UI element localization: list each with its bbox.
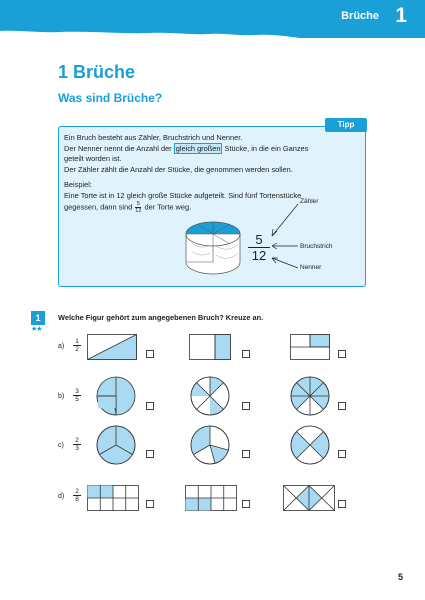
fraction-numerator: 2 — [75, 488, 79, 495]
exercise-number: 1 — [31, 311, 45, 325]
fraction-numerator: 2 — [75, 437, 79, 444]
checkbox-b1[interactable] — [146, 402, 154, 410]
figure-a2-split-square — [189, 334, 231, 360]
tip-line: Der Zähler zählt die Anzahl der Stücke, die genommen werden sollen. — [64, 164, 293, 174]
tip-text-segment: der Torte weg. — [144, 202, 192, 212]
fraction-denominator: 3 — [73, 444, 81, 452]
chapter-title: Brüche — [341, 10, 379, 22]
figure-c1-circle-thirds — [96, 425, 136, 465]
figure-c2-circle-unequal — [190, 425, 230, 465]
checkbox-a2[interactable] — [242, 350, 250, 358]
exercise-instruction: Welche Figur gehört zum angegebenen Bruch? Kreuze an. — [58, 313, 264, 322]
figure-d3-crossed-rectangles — [283, 485, 335, 511]
row-label: a) — [58, 343, 65, 350]
fraction-denominator: 5 — [73, 395, 81, 403]
checkbox-c2[interactable] — [242, 450, 250, 458]
page-subtitle: Was sind Brüche? — [58, 91, 163, 105]
difficulty-stars: ★★ — [31, 326, 42, 333]
checkbox-d1[interactable] — [146, 500, 154, 508]
row-fraction — [73, 488, 81, 503]
figure-d1-grid-eighths — [87, 485, 139, 511]
row-fraction — [73, 437, 81, 452]
example-heading: Beispiel: — [64, 180, 92, 189]
figure-c3-circle-quarters — [290, 425, 330, 465]
checkbox-b2[interactable] — [242, 402, 250, 410]
inline-fraction — [135, 201, 141, 214]
tip-text-segment: gegessen, dann sind — [64, 202, 133, 212]
checkbox-a3[interactable] — [338, 350, 346, 358]
fraction-numerator: 5 — [136, 201, 140, 207]
tip-label: Tipp — [325, 118, 367, 132]
figure-d2-grid-eighths — [185, 485, 237, 511]
example-line: Eine Torte ist in 12 gleich große Stücke aufgeteilt. Sind fünf Tortenstücke — [64, 190, 302, 200]
fraction-denominator: 8 — [73, 495, 81, 503]
row-label: d) — [58, 493, 65, 500]
row-label: b) — [58, 393, 65, 400]
tip-text — [64, 133, 364, 214]
label-zaehler: Zähler — [300, 198, 319, 205]
fraction-numerator: 3 — [75, 388, 79, 395]
tip-text-segment: Stücke, in die ein Ganzes — [222, 143, 309, 153]
label-bruchstrich: Bruchstrich — [300, 243, 333, 250]
fraction-denominator: 12 — [248, 247, 270, 264]
highlight-gleich-gross: gleich großen — [175, 143, 221, 153]
checkbox-b3[interactable] — [338, 402, 346, 410]
page-title: 1 Brüche — [58, 62, 136, 82]
row-label: c) — [58, 442, 64, 449]
page-number: 5 — [397, 572, 403, 582]
figure-b2-circle-x — [190, 376, 230, 416]
fraction-numerator: 5 — [255, 232, 263, 247]
example-line — [64, 201, 364, 214]
label-nenner: Nenner — [300, 264, 322, 271]
fraction-numerator: 1 — [75, 338, 79, 345]
tip-line: Ein Bruch besteht aus Zähler, Bruchstrich und Nenner. — [64, 133, 243, 142]
chapter-number: 1 — [395, 4, 407, 27]
big-fraction — [248, 232, 270, 264]
checkbox-a1[interactable] — [146, 350, 154, 358]
fraction-denominator: 2 — [73, 345, 81, 353]
fraction-arrows — [268, 202, 308, 270]
fraction-denominator: 12 — [135, 208, 142, 214]
checkbox-d3[interactable] — [338, 500, 346, 508]
tip-text-segment: Der Nenner nennt die Anzahl der — [64, 143, 174, 153]
figure-a1-triangle-square — [87, 334, 137, 360]
checkbox-c1[interactable] — [146, 450, 154, 458]
checkbox-c3[interactable] — [338, 450, 346, 458]
checkbox-d2[interactable] — [242, 500, 250, 508]
tip-line — [64, 144, 364, 155]
figure-b1-circle-quarters — [96, 376, 136, 416]
row-fraction — [73, 388, 81, 403]
row-fraction — [73, 338, 81, 353]
figure-a3-grid — [290, 334, 330, 360]
figure-b3-circle-eighths — [290, 376, 330, 416]
tip-line: geteilt worden ist. — [64, 154, 122, 163]
cake-illustration — [180, 218, 246, 280]
